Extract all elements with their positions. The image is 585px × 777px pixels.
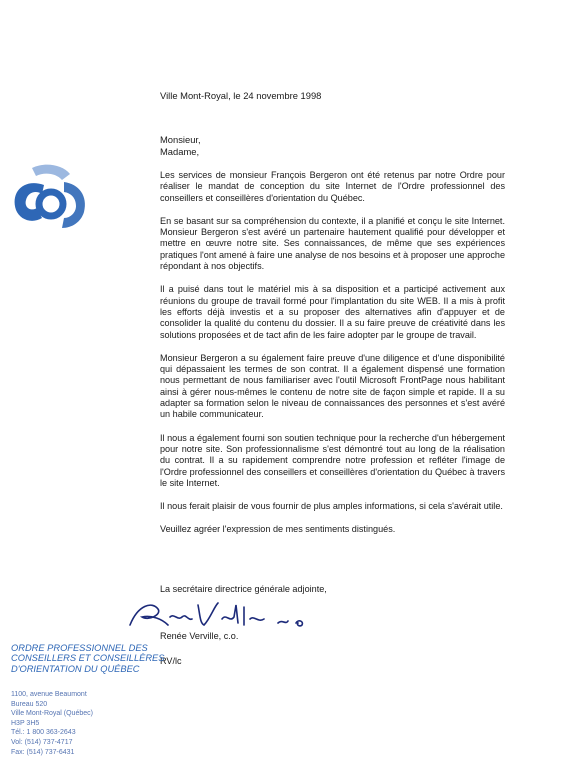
paragraph-1: Les services de monsieur François Bergeron ont été retenus par notre Ordre pour réaliser le mandat de conception du site Internet de l'Ordre professionnel des conseillers et conseillères d'orientation du Québec.	[160, 170, 505, 203]
handwritten-signature-icon	[118, 595, 388, 635]
salutation-line-1: Monsieur,	[160, 134, 201, 145]
ordre-logo-icon	[4, 160, 94, 240]
organization-name	[11, 643, 164, 674]
paragraph-4: Monsieur Bergeron a su également faire preuve d'une diligence et d'une disponibilité qui dépassaient les termes de son contrat. Il a également dispensé une formation nous permettant de nous familiariser avec l'outil Microsoft FrontPage nous habilitant ainsi à gérer nous-mêmes le contenu de notre site de façon simple et rapide. Il a su adapter sa formation selon le niveau de connaissances des personnes et s'est avéré un habile communicateur.	[160, 352, 505, 420]
address-line: Ville Mont-Royal (Québec)	[11, 710, 93, 718]
address-line: Vol: (514) 737-4717	[11, 738, 73, 746]
org-line-1: ORDRE PROFESSIONNEL DES	[11, 643, 148, 653]
salutation	[160, 134, 201, 157]
letter-date: Ville Mont-Royal, le 24 novembre 1998	[160, 90, 322, 101]
address-line: 1100, avenue Beaumont	[11, 691, 87, 698]
paragraph-3: Il a puisé dans tout le matériel mis à sa disposition et a participé activement aux réunions du groupe de travail formé pour l'implantation du site WEB. Il a mis à profit les efforts déjà investis et a su proposer des alternatives afin d'appuyer et de consolider la qualité du contenu du dossier. Il a su faire preuve de créativité dans les solutions proposées et de tact afin de les faire adopter par le groupe de travail.	[160, 284, 505, 340]
logo-ring	[39, 192, 63, 216]
paragraph-2: En se basant sur sa compréhension du contexte, il a planifié et conçu le site Internet. Monsieur Bergeron s'est avéré un partenaire hautement qualifié pour développer et mettre en œuvre notre site. Ses connaissances, de même que ses expériences pratiques l'ont amené à faire une analyse de nos besoins et à proposer une approche répondant à nos objectifs.	[160, 215, 505, 272]
letter-body	[160, 170, 505, 548]
address-line: Fax: (514) 737-6431	[11, 748, 75, 756]
logo-arc-light	[32, 165, 70, 180]
address-line: Tél.: 1 800 363-2643	[11, 729, 76, 737]
organization-address	[11, 690, 93, 757]
paragraph-5: Il nous a également fourni son soutien technique pour la recherche d'un hébergement pour notre site. Son professionnalisme s'est démontré tout au long de la réalisation du contrat. Il a su rapidement comprendre notre profession et refléter l'image de l'Ordre professionnel des conseillers et conseillères d'orientation du Québec à travers le site Internet.	[160, 432, 505, 488]
salutation-line-2: Madame,	[160, 145, 200, 157]
initials: RV/lc	[160, 656, 182, 666]
org-line-3: D'ORIENTATION DU QUÉBEC	[11, 663, 140, 674]
paragraph-6: Il nous ferait plaisir de vous fournir de plus amples informations, si cela s'avérait utile.	[160, 501, 503, 512]
signer-name: Renée Verville, c.o.	[160, 631, 239, 641]
paragraph-7: Veuillez agréer l'expression de mes sentiments distingués.	[160, 524, 396, 535]
address-line: Bureau 520	[11, 700, 48, 708]
org-line-2: CONSEILLERS ET CONSEILLÈRES	[11, 653, 165, 664]
address-line: H3P 3H5	[11, 719, 40, 727]
signer-title: La secrétaire directrice générale adjointe,	[160, 584, 327, 594]
